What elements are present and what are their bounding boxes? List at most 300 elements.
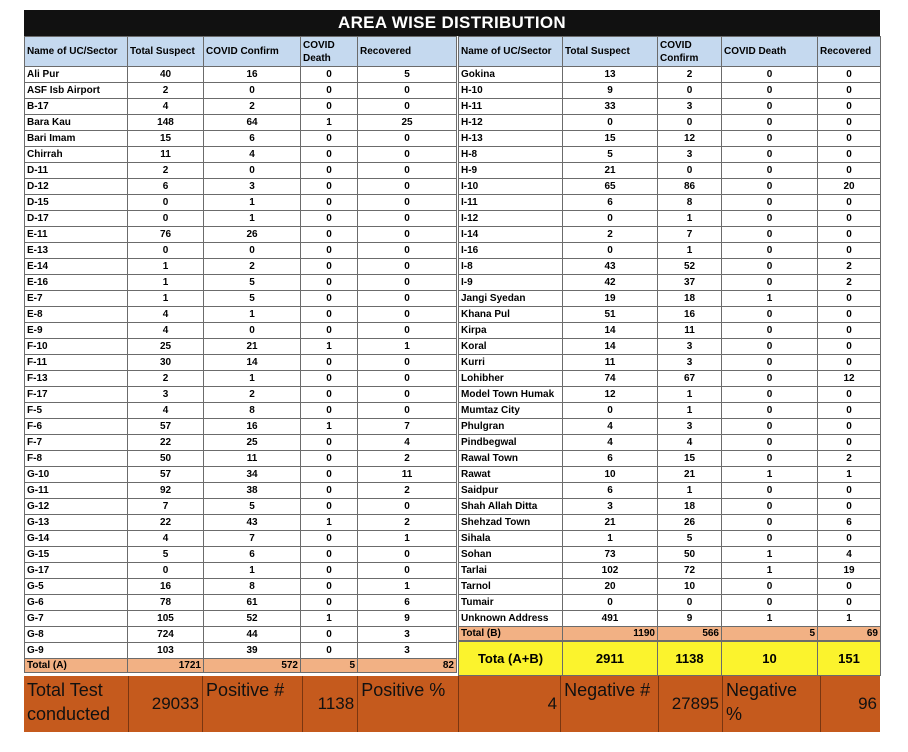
total-suspect-cell: 57 bbox=[128, 419, 204, 435]
covid-death-cell: 0 bbox=[301, 307, 358, 323]
covid-death-cell: 0 bbox=[301, 259, 358, 275]
recovered-cell: 0 bbox=[818, 243, 881, 259]
col-header-covid-death: COVID Death bbox=[722, 37, 818, 67]
covid-death-cell: 0 bbox=[722, 403, 818, 419]
covid-death-cell: 0 bbox=[722, 259, 818, 275]
recovered-cell: 0 bbox=[818, 579, 881, 595]
covid-death-cell: 0 bbox=[301, 531, 358, 547]
area-name-cell: D-11 bbox=[25, 163, 128, 179]
covid-confirm-cell: 37 bbox=[658, 275, 722, 291]
total-suspect-cell: 15 bbox=[563, 131, 658, 147]
area-name-cell: Jangi Syedan bbox=[459, 291, 563, 307]
table-row bbox=[25, 563, 457, 579]
covid-death-cell: 0 bbox=[722, 83, 818, 99]
covid-death-cell: 0 bbox=[301, 371, 358, 387]
covid-death-cell: 0 bbox=[722, 435, 818, 451]
covid-confirm-cell: 64 bbox=[204, 115, 301, 131]
recovered-cell: 11 bbox=[358, 467, 457, 483]
total-suspect-cell: 22 bbox=[128, 515, 204, 531]
covid-confirm-cell: 1 bbox=[658, 211, 722, 227]
covid-confirm-cell: 39 bbox=[204, 643, 301, 659]
recovered-cell: 1 bbox=[818, 611, 881, 627]
covid-confirm-cell: 0 bbox=[658, 83, 722, 99]
table-row bbox=[25, 403, 457, 419]
covid-confirm-cell: 5 bbox=[204, 499, 301, 515]
covid-death-cell: 0 bbox=[301, 179, 358, 195]
total-suspect-cell: 724 bbox=[128, 627, 204, 643]
table-row bbox=[25, 259, 457, 275]
total-suspect-cell: 103 bbox=[128, 643, 204, 659]
covid-death-cell: 0 bbox=[722, 179, 818, 195]
covid-death-cell: 0 bbox=[301, 483, 358, 499]
covid-confirm-cell: 50 bbox=[658, 547, 722, 563]
total-suspect-cell: 2 bbox=[128, 371, 204, 387]
covid-confirm-cell: 12 bbox=[658, 131, 722, 147]
total-suspect-cell: 4 bbox=[128, 323, 204, 339]
covid-confirm-cell: 1 bbox=[204, 195, 301, 211]
col-header-recovered: Recovered bbox=[818, 37, 881, 67]
table-row bbox=[459, 291, 881, 307]
recovered-cell: 0 bbox=[818, 147, 881, 163]
table-row bbox=[25, 179, 457, 195]
covid-death-cell: 0 bbox=[722, 243, 818, 259]
recovered-cell: 19 bbox=[818, 563, 881, 579]
covid-confirm-cell: 5 bbox=[658, 531, 722, 547]
covid-confirm-cell: 16 bbox=[204, 419, 301, 435]
positive-pct-label: Positive % bbox=[358, 676, 459, 732]
recovered-cell: 0 bbox=[358, 307, 457, 323]
grand-total-suspect: 2911 bbox=[563, 642, 658, 676]
recovered-cell: 0 bbox=[818, 419, 881, 435]
total-suspect-cell: 76 bbox=[128, 227, 204, 243]
covid-confirm-cell: 1 bbox=[658, 243, 722, 259]
total-suspect-cell: 3 bbox=[128, 387, 204, 403]
covid-death-cell: 0 bbox=[301, 435, 358, 451]
covid-confirm-cell: 2 bbox=[204, 387, 301, 403]
recovered-cell: 6 bbox=[818, 515, 881, 531]
covid-confirm-cell: 0 bbox=[204, 243, 301, 259]
covid-death-cell: 0 bbox=[301, 99, 358, 115]
covid-death-cell: 0 bbox=[301, 291, 358, 307]
recovered-cell: 0 bbox=[358, 259, 457, 275]
recovered-cell: 0 bbox=[358, 291, 457, 307]
covid-death-cell: 0 bbox=[722, 595, 818, 611]
covid-death-cell: 0 bbox=[722, 483, 818, 499]
covid-confirm-cell: 3 bbox=[658, 99, 722, 115]
covid-death-cell: 0 bbox=[301, 563, 358, 579]
covid-death-cell: 0 bbox=[722, 323, 818, 339]
total-suspect-cell: 2 bbox=[128, 83, 204, 99]
table-row bbox=[459, 259, 881, 275]
summary-bar bbox=[24, 676, 880, 732]
covid-death-cell: 1 bbox=[301, 419, 358, 435]
total-suspect-cell: 15 bbox=[128, 131, 204, 147]
area-name-cell: G-15 bbox=[25, 547, 128, 563]
total-recovered-cell: 82 bbox=[358, 659, 457, 673]
recovered-cell: 0 bbox=[818, 163, 881, 179]
table-row bbox=[459, 83, 881, 99]
area-name-cell: Sihala bbox=[459, 531, 563, 547]
covid-death-cell: 1 bbox=[301, 611, 358, 627]
total-total-suspect-cell: 1190 bbox=[563, 627, 658, 641]
total-suspect-cell: 0 bbox=[128, 211, 204, 227]
table-row bbox=[459, 355, 881, 371]
area-name-cell: D-17 bbox=[25, 211, 128, 227]
covid-confirm-cell: 7 bbox=[204, 531, 301, 547]
covid-confirm-cell: 11 bbox=[658, 323, 722, 339]
covid-death-cell: 0 bbox=[301, 547, 358, 563]
area-name-cell: Kurri bbox=[459, 355, 563, 371]
covid-death-cell: 0 bbox=[722, 579, 818, 595]
covid-death-cell: 0 bbox=[301, 195, 358, 211]
table-row bbox=[459, 323, 881, 339]
covid-confirm-cell: 9 bbox=[658, 611, 722, 627]
area-name-cell: G-13 bbox=[25, 515, 128, 531]
covid-death-cell: 1 bbox=[301, 115, 358, 131]
total-suspect-cell: 0 bbox=[563, 403, 658, 419]
recovered-cell: 4 bbox=[818, 547, 881, 563]
table-row bbox=[25, 115, 457, 131]
recovered-cell: 3 bbox=[358, 643, 457, 659]
covid-death-cell: 0 bbox=[722, 307, 818, 323]
area-name-cell: H-10 bbox=[459, 83, 563, 99]
covid-confirm-cell: 6 bbox=[204, 131, 301, 147]
total-suspect-cell: 0 bbox=[563, 211, 658, 227]
covid-death-cell: 0 bbox=[301, 323, 358, 339]
covid-death-cell: 0 bbox=[722, 275, 818, 291]
covid-death-cell: 1 bbox=[722, 291, 818, 307]
covid-confirm-cell: 67 bbox=[658, 371, 722, 387]
table-row bbox=[25, 147, 457, 163]
covid-death-cell: 1 bbox=[722, 547, 818, 563]
grand-total-box bbox=[458, 641, 881, 676]
total-suspect-cell: 2 bbox=[563, 227, 658, 243]
area-name-cell: G-7 bbox=[25, 611, 128, 627]
recovered-cell: 2 bbox=[818, 451, 881, 467]
area-name-cell: I-16 bbox=[459, 243, 563, 259]
area-name-cell: G-10 bbox=[25, 467, 128, 483]
total-suspect-cell: 92 bbox=[128, 483, 204, 499]
covid-death-cell: 0 bbox=[301, 499, 358, 515]
table-row bbox=[25, 515, 457, 531]
covid-death-cell: 0 bbox=[722, 339, 818, 355]
recovered-cell: 5 bbox=[358, 67, 457, 83]
covid-confirm-cell: 1 bbox=[658, 403, 722, 419]
table-row bbox=[459, 531, 881, 547]
total-suspect-cell: 12 bbox=[563, 387, 658, 403]
total-suspect-cell: 1 bbox=[128, 275, 204, 291]
covid-confirm-cell: 61 bbox=[204, 595, 301, 611]
table-row bbox=[25, 67, 457, 83]
total-suspect-cell: 16 bbox=[128, 579, 204, 595]
grand-total-death: 10 bbox=[722, 642, 818, 676]
positive-count-label: Positive # bbox=[203, 676, 303, 732]
recovered-cell: 0 bbox=[818, 339, 881, 355]
total-row bbox=[459, 627, 881, 641]
grand-total-confirm: 1138 bbox=[658, 642, 722, 676]
covid-death-cell: 0 bbox=[301, 227, 358, 243]
recovered-cell: 0 bbox=[358, 163, 457, 179]
covid-confirm-cell: 5 bbox=[204, 291, 301, 307]
covid-confirm-cell: 1 bbox=[658, 387, 722, 403]
covid-death-cell: 0 bbox=[722, 131, 818, 147]
covid-confirm-cell: 72 bbox=[658, 563, 722, 579]
total-covid-death-cell: 5 bbox=[301, 659, 358, 673]
covid-confirm-cell: 1 bbox=[204, 563, 301, 579]
covid-confirm-cell: 25 bbox=[204, 435, 301, 451]
total-suspect-cell: 19 bbox=[563, 291, 658, 307]
area-name-cell: Khana Pul bbox=[459, 307, 563, 323]
table-row bbox=[25, 579, 457, 595]
area-name-cell: Koral bbox=[459, 339, 563, 355]
recovered-cell: 0 bbox=[358, 323, 457, 339]
left-table-body bbox=[25, 67, 457, 673]
covid-confirm-cell: 3 bbox=[658, 147, 722, 163]
recovered-cell: 0 bbox=[818, 131, 881, 147]
recovered-cell: 0 bbox=[818, 67, 881, 83]
covid-death-cell: 0 bbox=[301, 467, 358, 483]
total-suspect-cell: 102 bbox=[563, 563, 658, 579]
left-distribution-table bbox=[24, 36, 457, 673]
recovered-cell: 0 bbox=[358, 355, 457, 371]
negative-pct-value: 96 bbox=[858, 694, 878, 713]
covid-death-cell: 1 bbox=[722, 611, 818, 627]
recovered-cell: 0 bbox=[818, 435, 881, 451]
recovered-cell: 0 bbox=[358, 147, 457, 163]
table-row bbox=[25, 275, 457, 291]
table-row bbox=[25, 435, 457, 451]
covid-confirm-cell: 44 bbox=[204, 627, 301, 643]
area-name-cell: H-11 bbox=[459, 99, 563, 115]
covid-confirm-cell: 21 bbox=[204, 339, 301, 355]
table-row bbox=[25, 627, 457, 643]
table-row bbox=[25, 387, 457, 403]
covid-confirm-cell: 8 bbox=[658, 195, 722, 211]
covid-death-cell: 0 bbox=[301, 147, 358, 163]
area-name-cell: Pindbegwal bbox=[459, 435, 563, 451]
area-name-cell: Phulgran bbox=[459, 419, 563, 435]
area-name-cell: G-12 bbox=[25, 499, 128, 515]
table-row bbox=[459, 595, 881, 611]
recovered-cell: 0 bbox=[358, 387, 457, 403]
area-name-cell: Ali Pur bbox=[25, 67, 128, 83]
col-header-covid-death: COVID Death bbox=[301, 37, 358, 67]
col-header-name: Name of UC/Sector bbox=[25, 37, 128, 67]
recovered-cell: 0 bbox=[818, 307, 881, 323]
table-row bbox=[459, 115, 881, 131]
covid-death-cell: 0 bbox=[722, 531, 818, 547]
recovered-cell: 0 bbox=[818, 99, 881, 115]
table-row bbox=[459, 195, 881, 211]
covid-death-cell: 0 bbox=[722, 355, 818, 371]
covid-confirm-cell: 2 bbox=[204, 99, 301, 115]
area-name-cell: F-13 bbox=[25, 371, 128, 387]
area-name-cell: H-8 bbox=[459, 147, 563, 163]
table-row bbox=[459, 467, 881, 483]
total-suspect-cell: 51 bbox=[563, 307, 658, 323]
recovered-cell: 0 bbox=[358, 195, 457, 211]
total-covid-death-cell: 5 bbox=[722, 627, 818, 641]
recovered-cell: 0 bbox=[358, 547, 457, 563]
total-suspect-cell: 9 bbox=[563, 83, 658, 99]
total-suspect-cell: 0 bbox=[563, 115, 658, 131]
covid-confirm-cell: 2 bbox=[658, 67, 722, 83]
table-row bbox=[459, 611, 881, 627]
covid-confirm-cell: 3 bbox=[658, 339, 722, 355]
total-suspect-cell: 105 bbox=[128, 611, 204, 627]
recovered-cell: 0 bbox=[818, 291, 881, 307]
area-name-cell: Shehzad Town bbox=[459, 515, 563, 531]
covid-death-cell: 1 bbox=[301, 339, 358, 355]
total-suspect-cell: 74 bbox=[563, 371, 658, 387]
area-name-cell: F-11 bbox=[25, 355, 128, 371]
recovered-cell: 1 bbox=[358, 579, 457, 595]
recovered-cell: 25 bbox=[358, 115, 457, 131]
covid-death-cell: 0 bbox=[301, 211, 358, 227]
table-row bbox=[459, 147, 881, 163]
covid-confirm-cell: 10 bbox=[658, 579, 722, 595]
total-suspect-cell: 4 bbox=[563, 435, 658, 451]
covid-death-cell: 0 bbox=[301, 387, 358, 403]
area-name-cell: E-16 bbox=[25, 275, 128, 291]
table-row bbox=[459, 243, 881, 259]
total-suspect-cell: 40 bbox=[128, 67, 204, 83]
table-row bbox=[459, 483, 881, 499]
covid-death-cell: 0 bbox=[301, 627, 358, 643]
covid-death-cell: 0 bbox=[722, 387, 818, 403]
area-name-cell: I-9 bbox=[459, 275, 563, 291]
table-row bbox=[459, 371, 881, 387]
recovered-cell: 6 bbox=[358, 595, 457, 611]
covid-death-cell: 0 bbox=[301, 275, 358, 291]
table-row bbox=[25, 483, 457, 499]
total-tests-value: 29033 bbox=[129, 676, 203, 732]
area-name-cell: Kirpa bbox=[459, 323, 563, 339]
recovered-cell: 1 bbox=[358, 339, 457, 355]
area-name-cell: E-9 bbox=[25, 323, 128, 339]
total-suspect-cell: 4 bbox=[128, 99, 204, 115]
covid-confirm-cell: 2 bbox=[204, 259, 301, 275]
total-suspect-cell: 3 bbox=[563, 499, 658, 515]
covid-confirm-cell: 8 bbox=[204, 579, 301, 595]
covid-confirm-cell: 16 bbox=[204, 67, 301, 83]
total-area-name-cell: Total (B) bbox=[459, 627, 563, 641]
recovered-cell: 7 bbox=[358, 419, 457, 435]
recovered-cell: 0 bbox=[358, 275, 457, 291]
covid-confirm-cell: 0 bbox=[658, 115, 722, 131]
total-suspect-cell: 1 bbox=[563, 531, 658, 547]
recovered-cell: 2 bbox=[358, 515, 457, 531]
recovered-cell: 9 bbox=[358, 611, 457, 627]
covid-confirm-cell: 0 bbox=[204, 163, 301, 179]
table-row bbox=[459, 67, 881, 83]
area-name-cell: Tumair bbox=[459, 595, 563, 611]
total-suspect-cell: 6 bbox=[563, 451, 658, 467]
area-name-cell: I-12 bbox=[459, 211, 563, 227]
covid-confirm-cell: 0 bbox=[658, 595, 722, 611]
total-suspect-cell: 1 bbox=[128, 291, 204, 307]
covid-confirm-cell: 52 bbox=[204, 611, 301, 627]
covid-death-cell: 0 bbox=[722, 515, 818, 531]
table-row bbox=[25, 211, 457, 227]
total-suspect-cell: 20 bbox=[563, 579, 658, 595]
grand-total-row bbox=[459, 642, 881, 676]
total-suspect-cell: 42 bbox=[563, 275, 658, 291]
covid-death-cell: 0 bbox=[301, 643, 358, 659]
area-name-cell: D-12 bbox=[25, 179, 128, 195]
table-row bbox=[459, 579, 881, 595]
total-suspect-cell: 57 bbox=[128, 467, 204, 483]
table-row bbox=[25, 227, 457, 243]
area-name-cell: G-11 bbox=[25, 483, 128, 499]
covid-confirm-cell: 1 bbox=[658, 483, 722, 499]
covid-confirm-cell: 0 bbox=[204, 323, 301, 339]
area-name-cell: G-6 bbox=[25, 595, 128, 611]
recovered-cell: 1 bbox=[358, 531, 457, 547]
table-row bbox=[459, 547, 881, 563]
covid-death-cell: 0 bbox=[301, 355, 358, 371]
total-suspect-cell: 43 bbox=[563, 259, 658, 275]
total-suspect-cell: 7 bbox=[128, 499, 204, 515]
table-row bbox=[25, 595, 457, 611]
total-row bbox=[25, 659, 457, 673]
covid-death-cell: 0 bbox=[722, 451, 818, 467]
col-header-total-suspect: Total Suspect bbox=[128, 37, 204, 67]
total-total-suspect-cell: 1721 bbox=[128, 659, 204, 673]
total-suspect-cell: 4 bbox=[128, 403, 204, 419]
table-row bbox=[459, 403, 881, 419]
covid-confirm-cell: 21 bbox=[658, 467, 722, 483]
area-name-cell: I-10 bbox=[459, 179, 563, 195]
recovered-cell: 2 bbox=[358, 451, 457, 467]
total-suspect-cell: 14 bbox=[563, 323, 658, 339]
area-name-cell: G-8 bbox=[25, 627, 128, 643]
table-row bbox=[459, 387, 881, 403]
covid-confirm-cell: 34 bbox=[204, 467, 301, 483]
total-suspect-cell: 21 bbox=[563, 163, 658, 179]
area-name-cell: G-5 bbox=[25, 579, 128, 595]
recovered-cell: 20 bbox=[818, 179, 881, 195]
recovered-cell: 0 bbox=[818, 211, 881, 227]
area-name-cell: Bari Imam bbox=[25, 131, 128, 147]
recovered-cell: 0 bbox=[358, 563, 457, 579]
covid-death-cell: 0 bbox=[722, 115, 818, 131]
area-name-cell: F-10 bbox=[25, 339, 128, 355]
sheet-title: AREA WISE DISTRIBUTION bbox=[24, 10, 880, 36]
table-row bbox=[459, 131, 881, 147]
total-suspect-cell: 50 bbox=[128, 451, 204, 467]
covid-confirm-cell: 3 bbox=[658, 419, 722, 435]
total-suspect-cell: 148 bbox=[128, 115, 204, 131]
recovered-cell: 0 bbox=[358, 179, 457, 195]
table-row bbox=[25, 467, 457, 483]
table-row bbox=[459, 227, 881, 243]
area-name-cell: Gokina bbox=[459, 67, 563, 83]
recovered-cell: 0 bbox=[358, 243, 457, 259]
area-name-cell: I-14 bbox=[459, 227, 563, 243]
recovered-cell: 12 bbox=[818, 371, 881, 387]
area-name-cell: F-7 bbox=[25, 435, 128, 451]
total-suspect-cell: 33 bbox=[563, 99, 658, 115]
negative-pct-label: Negative % bbox=[723, 676, 821, 732]
covid-confirm-cell: 15 bbox=[658, 451, 722, 467]
table-row bbox=[25, 531, 457, 547]
covid-confirm-cell: 8 bbox=[204, 403, 301, 419]
recovered-cell: 0 bbox=[818, 195, 881, 211]
covid-confirm-cell: 26 bbox=[204, 227, 301, 243]
area-name-cell: E-11 bbox=[25, 227, 128, 243]
area-name-cell: Chirrah bbox=[25, 147, 128, 163]
